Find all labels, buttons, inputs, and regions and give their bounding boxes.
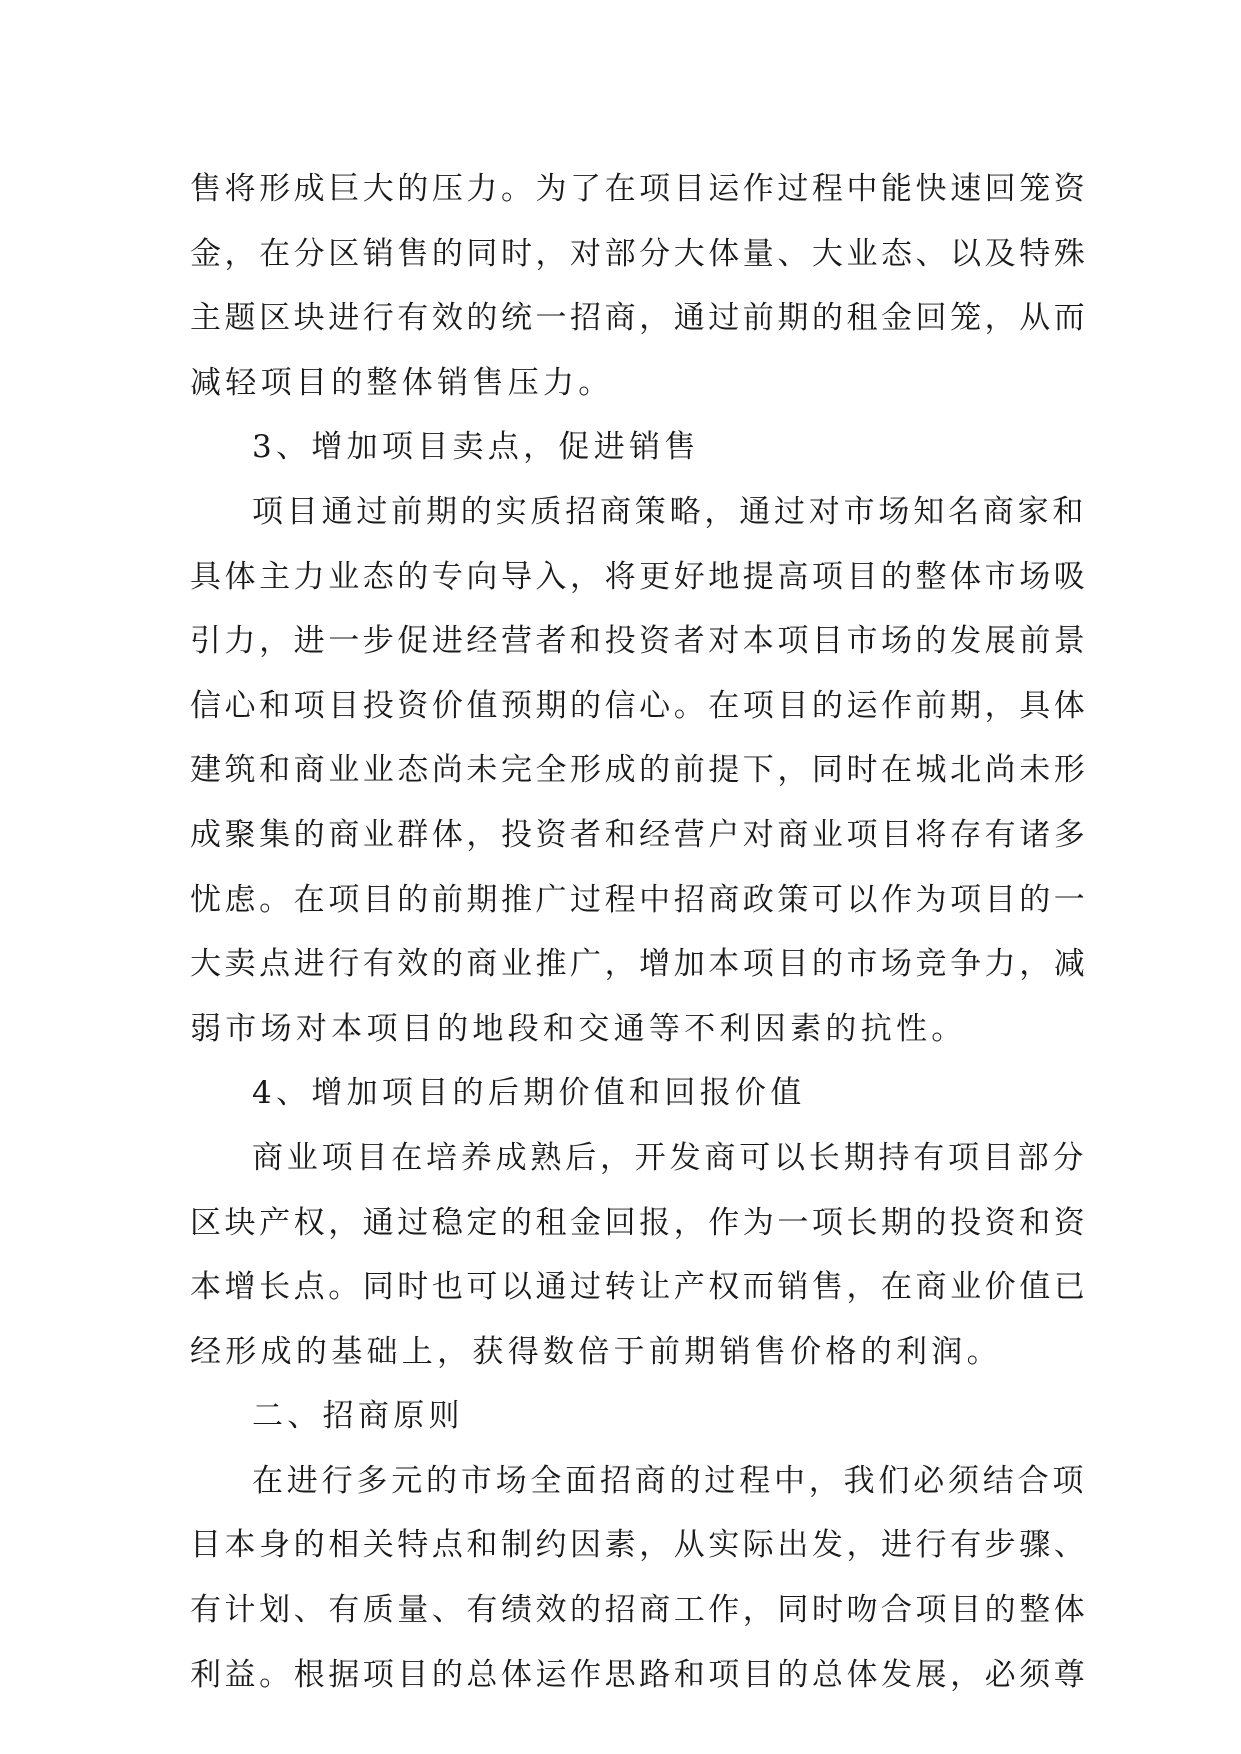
text-line: 忧虑。在项目的前期推广过程中招商政策可以作为项目的一 (190, 881, 1089, 918)
document-body (190, 157, 1089, 1707)
text-line: 信心和项目投资价值预期的信心。在项目的运作前期，具体 (190, 687, 1089, 724)
text-line: 区块产权，通过稳定的租金回报，作为一项长期的投资和资 (190, 1204, 1089, 1241)
text-line: 弱市场对本项目的地段和交通等不利因素的抗性。 (190, 1010, 967, 1047)
section-heading: 3、增加项目卖点，促进销售 (252, 429, 700, 466)
text-line: 减轻项目的整体销售压力。 (190, 364, 614, 401)
text-line: 目本身的相关特点和制约因素，从实际出发，进行有步骤、 (190, 1527, 1089, 1564)
text-line: 经形成的基础上，获得数倍于前期销售价格的利润。 (190, 1333, 1002, 1370)
text-line: 本增长点。同时也可以通过转让产权而销售，在商业价值已 (190, 1269, 1089, 1306)
text-line: 在进行多元的市场全面招商的过程中，我们必须结合项 (252, 1462, 1088, 1499)
text-line: 商业项目在培养成熟后，开发商可以长期持有项目部分 (252, 1139, 1088, 1176)
text-line: 成聚集的商业群体，投资者和经营户对商业项目将存有诸多 (190, 816, 1089, 853)
text-line: 具体主力业态的专向导入，将更好地提高项目的整体市场吸 (190, 558, 1089, 595)
text-line: 金，在分区销售的同时，对部分大体量、大业态、以及特殊 (190, 235, 1089, 272)
section-heading: 二、招商原则 (252, 1398, 464, 1435)
text-line: 建筑和商业业态尚未完全形成的前提下，同时在城北尚未形 (190, 752, 1089, 789)
text-line: 主题区块进行有效的统一招商，通过前期的租金回笼，从而 (190, 300, 1089, 337)
text-line: 售将形成巨大的压力。为了在项目运作过程中能快速回笼资 (190, 171, 1089, 207)
text-line: 大卖点进行有效的商业推广，增加本项目的市场竞争力，减 (190, 946, 1089, 983)
text-line: 利益。根据项目的总体运作思路和项目的总体发展，必须尊 (190, 1656, 1089, 1693)
text-line: 项目通过前期的实质招商策略，通过对市场知名商家和 (252, 493, 1088, 530)
text-line: 有计划、有质量、有绩效的招商工作，同时吻合项目的整体 (190, 1592, 1089, 1629)
text-line: 引力，进一步促进经营者和投资者对本项目市场的发展前景 (190, 623, 1089, 660)
section-heading: 4、增加项目的后期价值和回报价值 (252, 1075, 806, 1112)
